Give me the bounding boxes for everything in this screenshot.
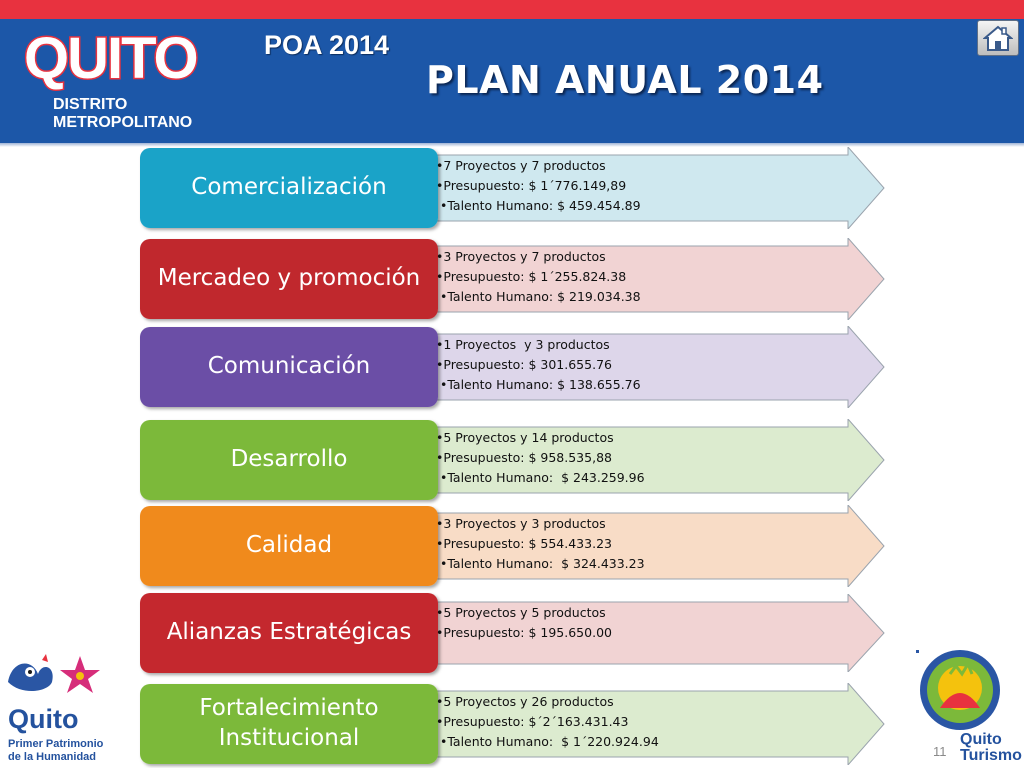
plan-row (140, 594, 890, 672)
poa-label: POA 2014 (264, 30, 390, 60)
plan-row (140, 505, 890, 587)
logo-subtitle-metropolitano: METROPOLITANO (53, 114, 193, 131)
footer-right-quito: Quito (960, 731, 1002, 748)
plan-row (140, 238, 890, 320)
page-title: PLAN ANUAL 2014 (426, 58, 824, 102)
bullet-item: •Presupuesto: $ 301.655.76 (436, 357, 612, 372)
bullet-item: •Presupuesto: $´2´163.431.43 (436, 714, 629, 729)
row-bullets (436, 156, 641, 216)
row-label-box (140, 148, 438, 228)
footer-left-line1: Primer Patrimonio (8, 738, 104, 750)
row-label: Fortalecimiento Institucional (199, 695, 379, 751)
row-label-box (140, 593, 438, 673)
bullet-item: •1 Proyectos y 3 productos (436, 337, 610, 352)
footer-left-line2: de la Humanidad (8, 751, 97, 763)
logo-word: QUITO (24, 26, 197, 91)
bullet-item: •Presupuesto: $ 195.650.00 (436, 625, 612, 640)
bullet-item: •Talento Humano: $ 138.655.76 (436, 377, 641, 392)
bullet-item: •Presupuesto: $ 958.535,88 (436, 450, 612, 465)
bullet-item: •Talento Humano: $ 1´220.924.94 (436, 734, 659, 749)
bullet-item: •3 Proyectos y 3 productos (436, 516, 606, 531)
footer-right-turismo: Turismo (960, 747, 1022, 764)
row-bullets (436, 603, 612, 643)
row-label: Desarrollo (230, 446, 348, 473)
mascot-star-icon (2, 652, 106, 706)
row-label-box (140, 684, 438, 764)
bullet-item: •Talento Humano: $ 324.433.23 (436, 556, 645, 571)
bullet-item: •Talento Humano: $ 219.034.38 (436, 289, 641, 304)
top-red-stripe (0, 0, 1024, 19)
row-label: Mercadeo y promoción (157, 265, 421, 292)
row-label-box (140, 239, 438, 319)
row-bullets (436, 335, 641, 395)
bullet-item: •5 Proyectos y 26 productos (436, 694, 614, 709)
bullet-item: •Presupuesto: $ 1´776.149,89 (436, 178, 627, 193)
row-label-box (140, 420, 438, 500)
page-number: 11 (933, 744, 947, 759)
row-label: Alianzas Estratégicas (166, 619, 412, 646)
row-bullets (436, 247, 641, 307)
plan-row (140, 419, 890, 501)
row-bullets (436, 692, 659, 752)
logo-subtitle-distrito: DISTRITO (53, 96, 128, 113)
row-label-box (140, 506, 438, 586)
footer-left-quito: Quito (8, 704, 79, 734)
bullet-item: •Talento Humano: $ 243.259.96 (436, 470, 645, 485)
quito-patrimonio-logo (2, 652, 110, 764)
bullet-item: •Presupuesto: $ 554.433.23 (436, 536, 612, 551)
quito-turismo-logo (910, 648, 1022, 766)
bullet-item: •3 Proyectos y 7 productos (436, 249, 606, 264)
row-label: Calidad (245, 532, 333, 559)
plan-row (140, 147, 890, 229)
row-bullets (436, 514, 645, 574)
home-icon (983, 24, 1013, 52)
plan-row (140, 326, 890, 408)
plan-row (140, 683, 890, 765)
row-label-box (140, 327, 438, 407)
quito-distrito-logo (20, 28, 210, 134)
bullet-item: •Talento Humano: $ 459.454.89 (436, 198, 641, 213)
home-button[interactable] (977, 20, 1019, 56)
bullet-item: •5 Proyectos y 14 productos (436, 430, 614, 445)
row-label: Comunicación (207, 353, 371, 380)
row-bullets (436, 428, 645, 488)
quito-turismo-emblem-icon (910, 648, 1022, 732)
bullet-item: •5 Proyectos y 5 productos (436, 605, 606, 620)
bullet-item: •Presupuesto: $ 1´255.824.38 (436, 269, 627, 284)
bullet-item: •7 Proyectos y 7 productos (436, 158, 606, 173)
row-label: Comercialización (191, 174, 387, 201)
